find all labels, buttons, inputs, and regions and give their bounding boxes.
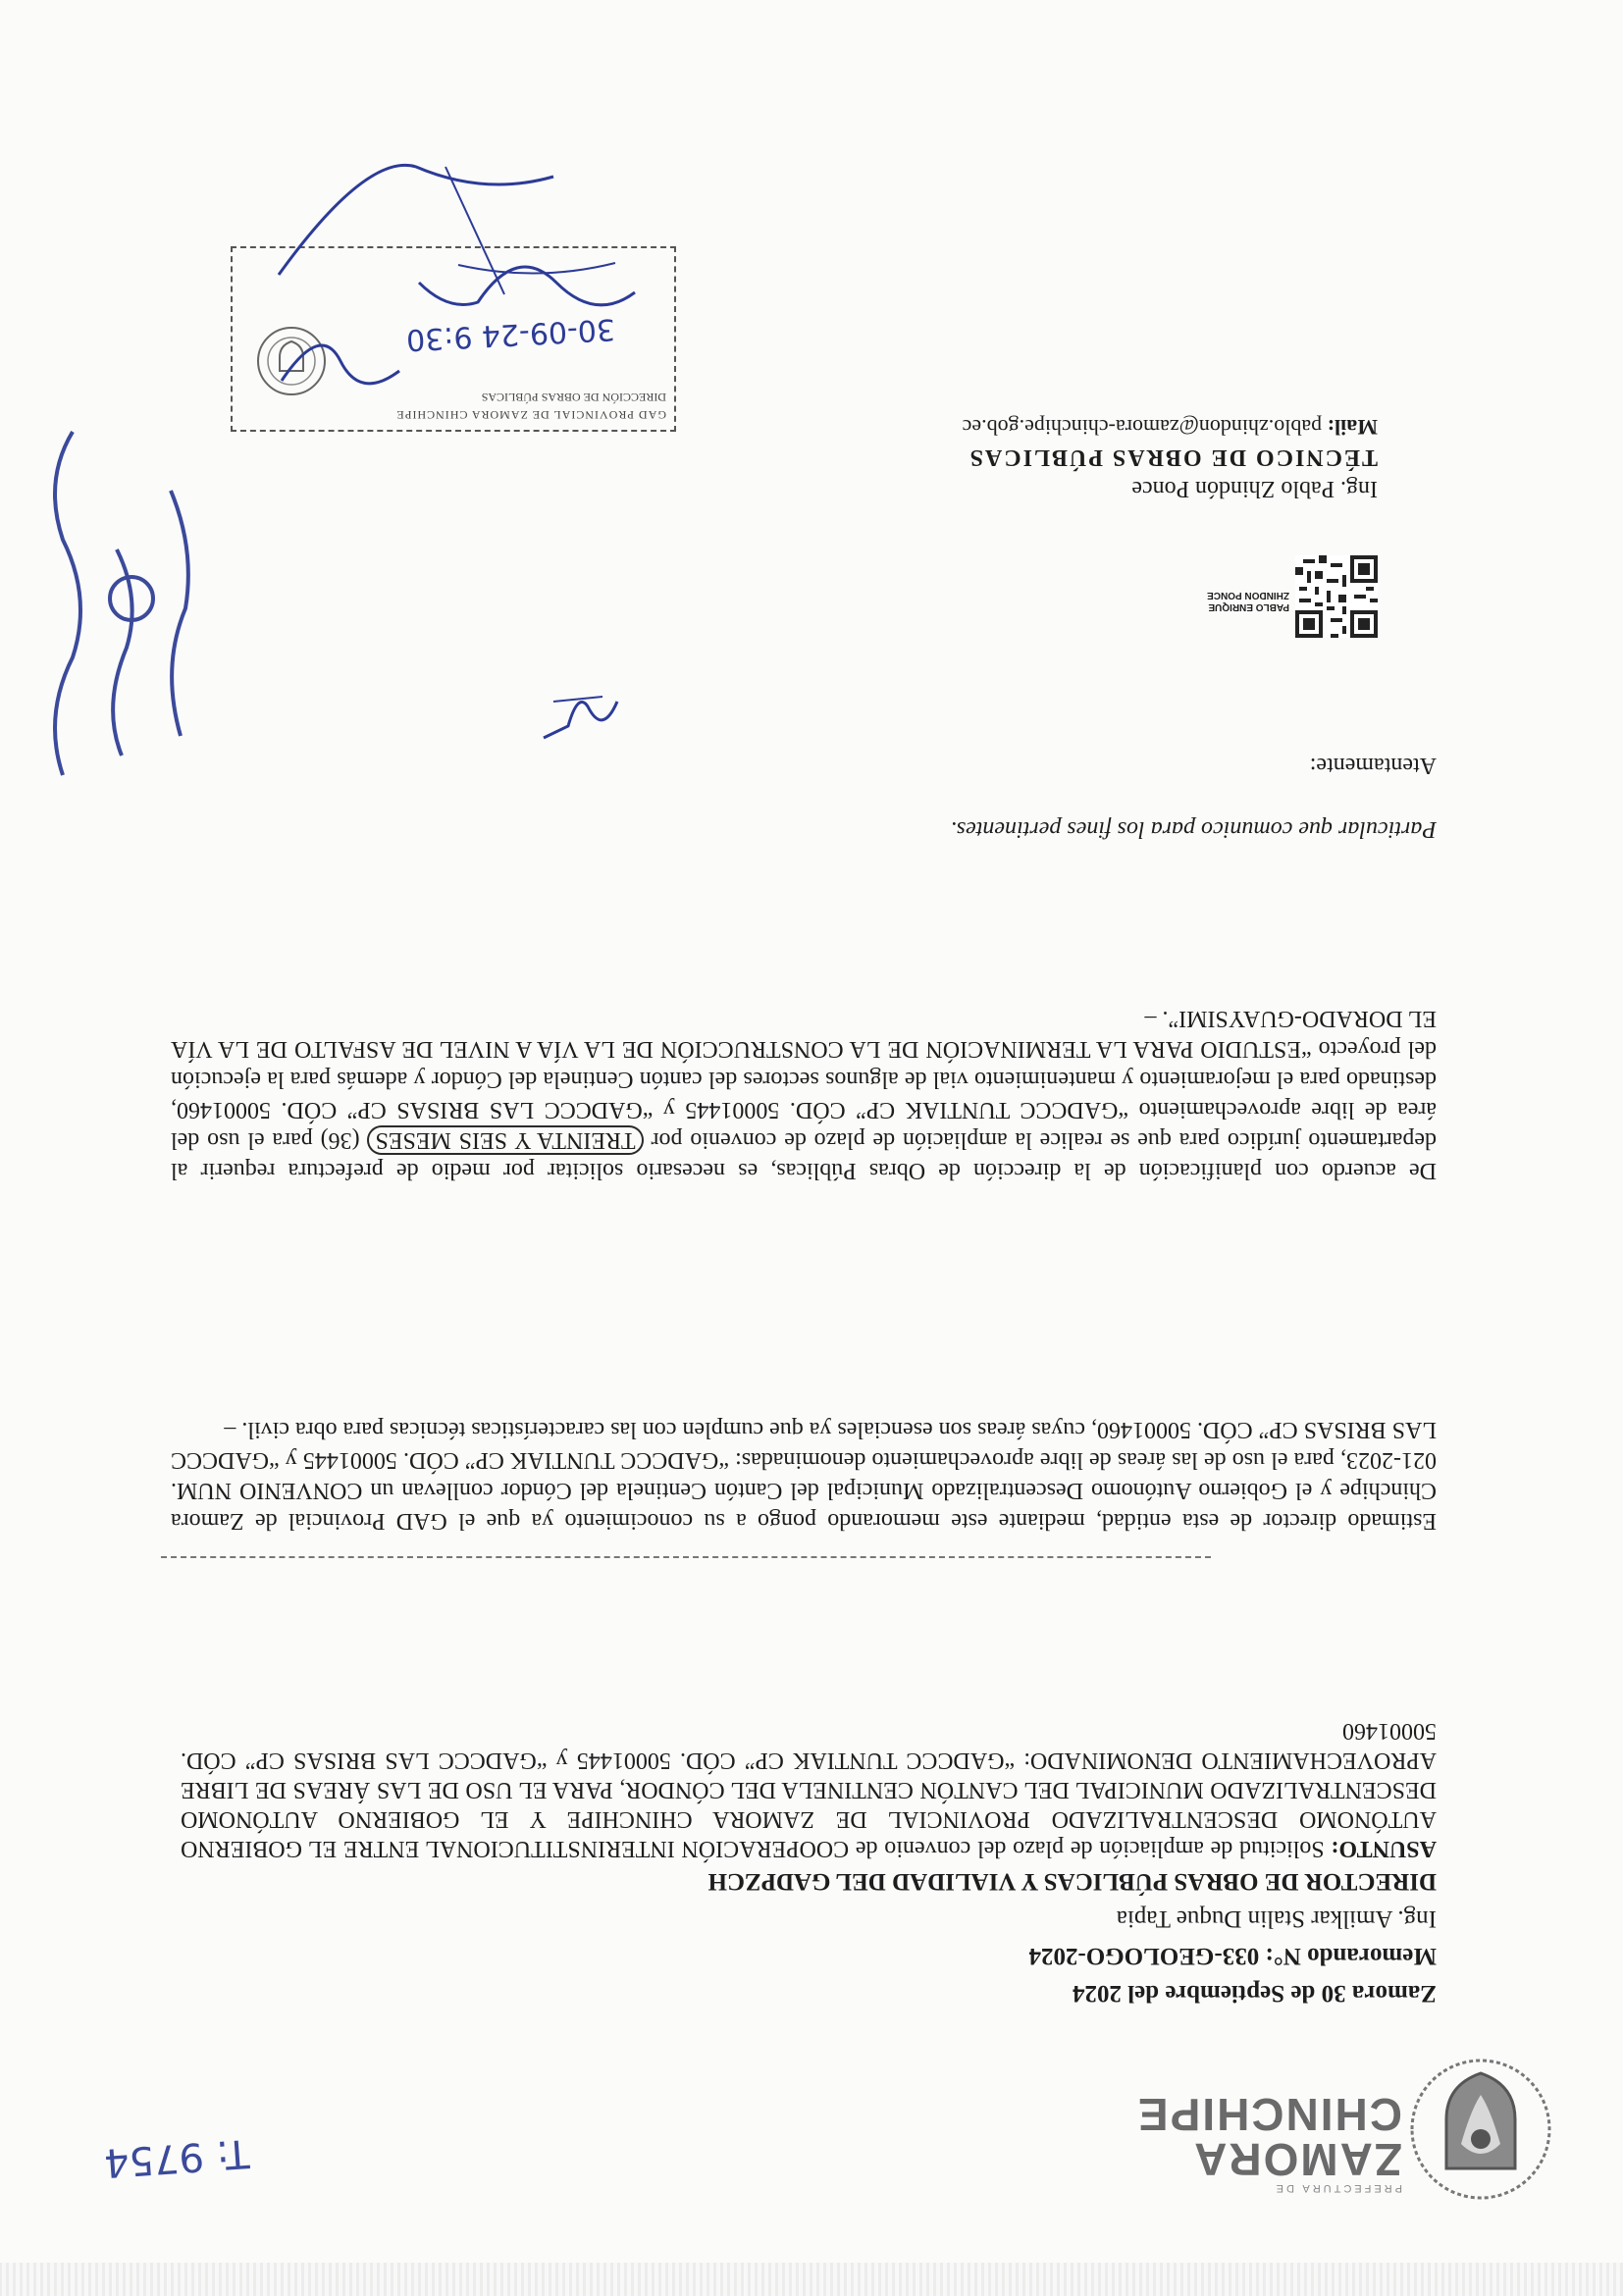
body-paragraph-2 bbox=[171, 1003, 1437, 1185]
email-label: Mail: bbox=[1327, 415, 1378, 440]
memo-header bbox=[161, 1862, 1437, 2011]
memo-number: Memorando N°: 033-GEOLOGO-2024 bbox=[1028, 1943, 1437, 1969]
sign-off: Atentamente: bbox=[1309, 753, 1437, 778]
letterhead-title-line2: CHINCHIPE bbox=[1135, 2089, 1402, 2140]
memo-subject bbox=[181, 1716, 1437, 1863]
section-divider bbox=[161, 1556, 1211, 1558]
qr-caption-line2: ZHINDON PONCE bbox=[1207, 590, 1289, 600]
letterhead-subtitle: PREFECTURA DE bbox=[1273, 2182, 1402, 2194]
stamp-received-date: 30-09-24 9:30 bbox=[405, 311, 616, 357]
scan-edge-noise bbox=[0, 2263, 1623, 2296]
stamp-subheader: DIRECCIÓN DE OBRAS PÚBLICAS bbox=[481, 391, 666, 404]
paragraph-2-end: (36) para el uso del área de libre aprovechamiento “GADCCC TUNTIAK CP” CÓD. 50001445 y “GADCCC LAS BRISAS CP” CÓD. 50001460, destinado para el mejoramiento y mantenimiento vial de algunos sectores del cantón Centinela del Cóndor y además para la ejecución del proyecto “ESTUDIO PARA LA TERMINACIÓN DE LA CONSTRUCCIÓN DE LA VÍA A NIVEL DE ASFALTO DE LA VÍA EL DORADO-GUAYSIMI”. – bbox=[170, 1006, 1437, 1153]
recipient-title: DIRECTOR DE OBRAS PÚBLICAS Y VIALIDAD DEL GADPZCH bbox=[707, 1868, 1437, 1895]
handwritten-initial-icon bbox=[534, 687, 622, 746]
letterhead-wordmark bbox=[1135, 2089, 1402, 2196]
stamp-header: GAD PROVINCIAL DE ZAMORA CHINCHIPE bbox=[395, 408, 666, 422]
signer-title: TÉCNICO DE OBRAS PÚBLICAS bbox=[968, 444, 1378, 470]
closing-remark: Particular que comunico para los fines pertinentes. bbox=[950, 816, 1437, 842]
circled-term-duration: TREINTA Y SEIS MESES bbox=[367, 1125, 643, 1155]
margin-handwritten-notes-icon bbox=[14, 412, 210, 795]
qr-signature-icon bbox=[1295, 555, 1378, 638]
qr-caption-line1: PABLO ENRIQUE bbox=[1208, 601, 1289, 612]
subject-text: Solicitud de ampliación de plazo del convenio de COOPERACIÓN INTERINSTITUCIONAL ENTRE EL GOBIERNO AUTÓNOMO DESCENTRALIZADO PROVINCIAL DE ZAMORA CHINCHIPE Y EL GOBIERNO AUTÓNOMO DESCENTRALIZADO MUNICIPAL DEL CANTÓN CENTINELA DEL CÓNDOR, PARA EL USO DE LAS ÁREAS DE LIBRE APROVECHAMIENTO DENOMINADO: “GADCCC TUNTIAK CP” CÓD. 50001445 y “GADCCC LAS BRISAS CP” CÓD. 50001460 bbox=[180, 1718, 1437, 1861]
signer-name: Ing. Pablo Zhindón Ponce bbox=[1131, 476, 1378, 501]
approval-scribble-icon bbox=[269, 147, 563, 314]
recipient-name: Ing. Amilkar Stalin Duque Tapia bbox=[1116, 1905, 1437, 1932]
handwritten-ticket-number: T: 9754 bbox=[102, 2129, 251, 2186]
memo-date: Zamora 30 de Septiembre del 2024 bbox=[1072, 1980, 1437, 2007]
qr-signer-caption bbox=[1207, 589, 1289, 612]
body-paragraph-1: Estimado director de esta entidad, mediante este memorando pongo a su conocimiento ya que el GAD Provincial de Zamora Chinchipe y el Gobierno Autónomo Descentralizado Municipal del Cantón Centinela del Cóndor conllevan un CONVENIO NUM. 021-2023, para el uso de las áreas de libre aprovechamiento denominadas: “GADCCC TUNTIAK CP” CÓD. 50001445 y “GADCCC LAS BRISAS CP” CÓD. 50001460, cuyas áreas son esenciales ya que cumplen con las características técnicas para obra civil. – bbox=[171, 1417, 1437, 1534]
paragraph-2-start: De acuerdo con planificación de la dirección de Obras Públicas, es necesario solicitar por medio de prefectura requerir al departamento jurídico para que se realice la ampliación de plazo de convenio por bbox=[171, 1127, 1437, 1183]
letterhead-title-line1: ZAMORA bbox=[1192, 2134, 1402, 2185]
prefectura-shield-icon bbox=[1407, 2056, 1554, 2203]
email-address: pablo.zhindon@zamora-chinchipe.gob.ec bbox=[962, 415, 1323, 440]
subject-label: ASUNTO: bbox=[1331, 1836, 1437, 1861]
